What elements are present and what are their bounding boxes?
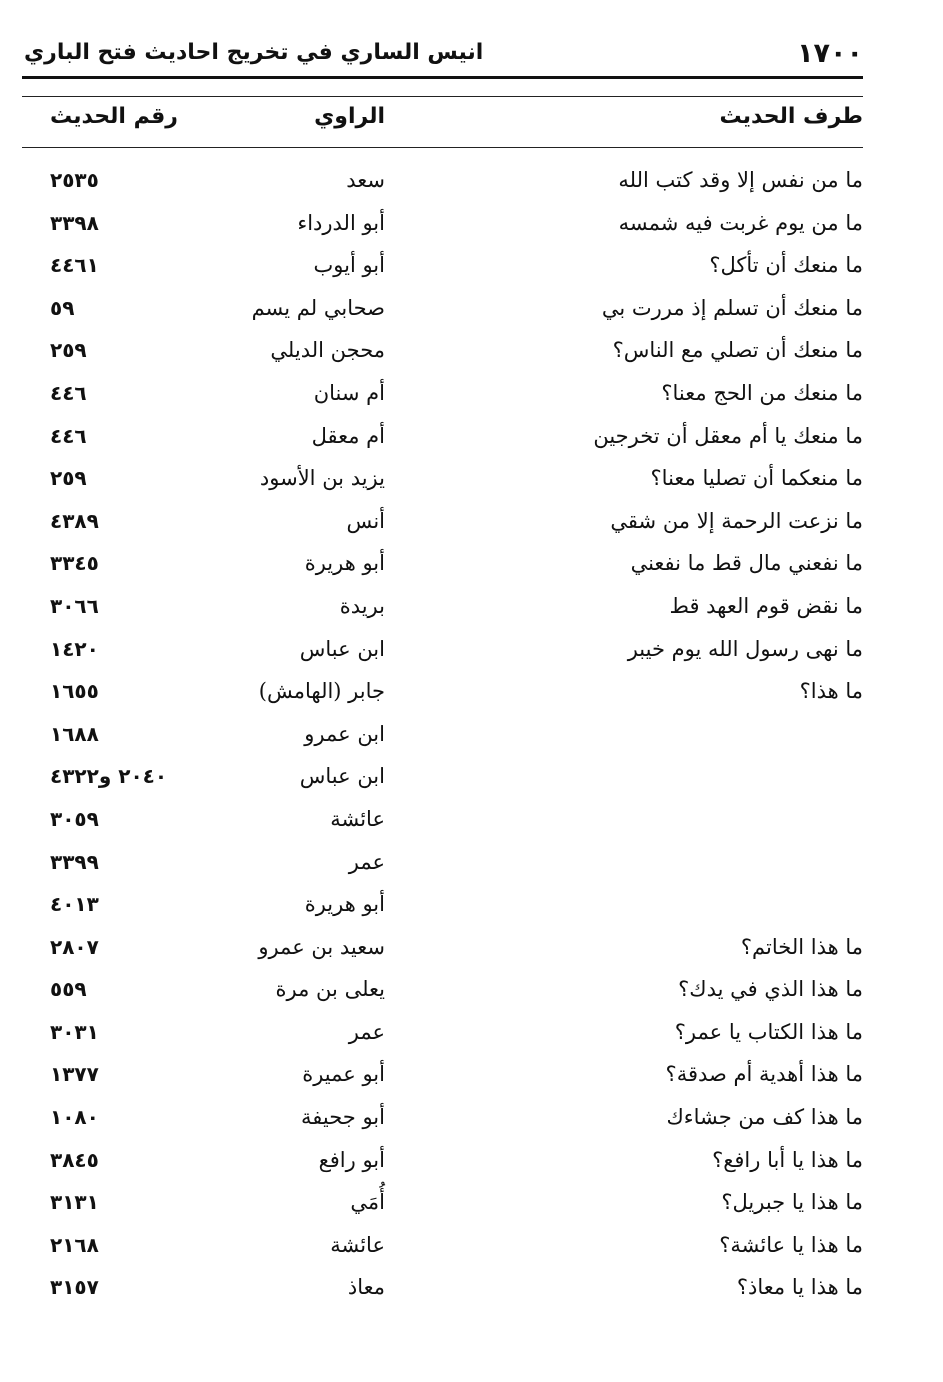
table-row <box>22 160 863 203</box>
table-row <box>22 1097 863 1140</box>
table-row <box>22 245 863 288</box>
table-header-rule <box>22 147 863 148</box>
narrator-name: عائشة <box>330 1232 385 1257</box>
table-row <box>22 288 863 331</box>
narrator-name: أبو عميرة <box>302 1062 385 1087</box>
hadith-number: ٣٨٤٥ <box>50 1147 99 1172</box>
hadith-text: ما منعك أن تصلي مع الناس؟ <box>612 338 863 363</box>
hadith-text: ما نفعني مال قط ما نفعني <box>630 551 863 576</box>
hadith-text: ما من يوم غربت فيه شمسه <box>618 210 863 235</box>
hadith-text: ما منعك أن تسلم إذ مررت بي <box>601 295 863 320</box>
hadith-number: ٥٥٩ <box>50 977 87 1002</box>
hadith-number: ٤٤٦١ <box>50 253 99 278</box>
hadith-number: ٢٨٠٧ <box>50 934 99 959</box>
hadith-text: ما هذا يا أبا رافع؟ <box>712 1147 863 1172</box>
hadith-number: ١٦٨٨ <box>50 721 99 746</box>
hadith-number: ٣٣٤٥ <box>50 551 99 576</box>
hadith-number: ٢٥٩ <box>50 338 87 363</box>
narrator-name: ابن عباس <box>299 764 385 789</box>
hadith-text: ما هذا كف من جشاءك <box>666 1105 863 1130</box>
hadith-text: ما هذا يا عائشة؟ <box>719 1232 863 1257</box>
hadith-number: ٣٠٦٦ <box>50 593 99 618</box>
hadith-number: ٤٤٦ <box>50 380 87 405</box>
hadith-number: ١٣٧٧ <box>50 1062 99 1087</box>
narrator-name: جابر (الهامش) <box>258 679 385 704</box>
narrator-name: أبو هريرة <box>304 892 385 917</box>
running-header <box>22 34 863 74</box>
hadith-text: ما من نفس إلا وقد كتب الله <box>618 168 863 192</box>
table-row <box>22 1140 863 1183</box>
narrator-name: أم معقل <box>311 423 385 448</box>
narrator-name: عائشة <box>330 806 385 831</box>
hadith-text: ما منعك من الحج معنا؟ <box>661 380 863 405</box>
narrator-name: محجن الديلي <box>270 338 385 363</box>
narrator-name: أبو رافع <box>318 1147 385 1172</box>
hadith-text: ما منعك أن تأكل؟ <box>709 253 863 278</box>
table-row <box>22 629 863 672</box>
hadith-text: ما نقض قوم العهد قط <box>669 593 863 618</box>
table-row <box>22 671 863 714</box>
header-rule <box>22 76 863 79</box>
hadith-text: ما هذا الخاتم؟ <box>740 934 863 959</box>
page-number: ١٧٠٠ <box>797 38 863 69</box>
hadith-text: ما هذا الذي في يدك؟ <box>678 977 863 1002</box>
hadith-number: ٢٠٤٠ و٤٣٢٢ <box>50 764 168 789</box>
column-header-narrator: الراوي <box>314 104 385 129</box>
hadith-text: ما هذا يا معاذ؟ <box>736 1275 863 1300</box>
hadith-number: ٣٠٥٩ <box>50 806 99 831</box>
table-row <box>22 543 863 586</box>
narrator-name: سعد <box>346 168 385 192</box>
hadith-number: ٤٠١٣ <box>50 892 99 917</box>
narrator-name: سعيد بن عمرو <box>258 934 385 959</box>
narrator-name: صحابي لم يسم <box>251 295 385 320</box>
narrator-name: ابن عباس <box>299 636 385 661</box>
hadith-number: ٢١٦٨ <box>50 1232 99 1257</box>
hadith-number: ٤٤٦ <box>50 423 87 448</box>
table-row <box>22 1012 863 1055</box>
narrator-name: أبو الدرداء <box>297 210 385 235</box>
table-row <box>22 586 863 629</box>
narrator-name: بريدة <box>339 593 385 618</box>
table-top-rule <box>22 96 863 97</box>
table-body <box>22 160 863 1310</box>
narrator-name: معاذ <box>347 1275 385 1300</box>
hadith-text: ما هذا الكتاب يا عمر؟ <box>674 1019 863 1044</box>
table-row <box>22 203 863 246</box>
narrator-name: أبو جحيفة <box>301 1105 385 1130</box>
hadith-number: ١٦٥٥ <box>50 679 99 704</box>
hadith-number: ٤٣٨٩ <box>50 508 99 533</box>
narrator-name: أبو هريرة <box>304 551 385 576</box>
narrator-name: أم سنان <box>313 380 385 405</box>
narrator-name: ابن عمرو <box>304 721 385 746</box>
hadith-text: ما منعكما أن تصليا معنا؟ <box>650 466 863 491</box>
table-row <box>22 1054 863 1097</box>
book-title: انيس الساري في تخريج احاديث فتح الباري <box>24 40 484 65</box>
table-row <box>22 927 863 970</box>
table-row <box>22 416 863 459</box>
hadith-text: ما هذا؟ <box>799 679 863 704</box>
hadith-number: ٥٩ <box>50 295 75 320</box>
table-row <box>22 501 863 544</box>
table-row <box>22 842 863 885</box>
table-row <box>22 1225 863 1268</box>
table-header <box>22 104 863 144</box>
table-row <box>22 330 863 373</box>
narrator-name: عمر <box>348 849 385 874</box>
narrator-name: أبو أيوب <box>313 253 385 278</box>
hadith-number: ٣٣٩٩ <box>50 849 99 874</box>
hadith-number: ٣٠٣١ <box>50 1019 99 1044</box>
hadith-text: ما نهى رسول الله يوم خيبر <box>627 636 863 661</box>
hadith-text: ما نزعت الرحمة إلا من شقي <box>610 508 863 533</box>
column-header-number: رقم الحديث <box>50 104 178 129</box>
table-row <box>22 373 863 416</box>
hadith-number: ٢٥٩ <box>50 466 87 491</box>
hadith-number: ١٤٢٠ <box>50 636 99 661</box>
table-row <box>22 799 863 842</box>
narrator-name: يزيد بن الأسود <box>259 466 385 491</box>
hadith-text: ما هذا يا جبريل؟ <box>721 1190 863 1215</box>
table-row <box>22 1267 863 1310</box>
hadith-number: ١٠٨٠ <box>50 1105 99 1130</box>
hadith-text: ما منعك يا أم معقل أن تخرجين <box>593 423 863 448</box>
narrator-name: يعلى بن مرة <box>275 977 385 1002</box>
table-row <box>22 714 863 757</box>
hadith-number: ٣١٣١ <box>50 1190 99 1215</box>
table-row <box>22 458 863 501</box>
hadith-number: ٢٥٣٥ <box>50 168 99 192</box>
column-header-hadith: طرف الحديث <box>719 104 863 129</box>
hadith-number: ٣٣٩٨ <box>50 210 99 235</box>
hadith-number: ٣١٥٧ <box>50 1275 99 1300</box>
narrator-name: أنس <box>346 508 385 533</box>
table-row <box>22 756 863 799</box>
narrator-name: عمر <box>348 1019 385 1044</box>
table-row <box>22 884 863 927</box>
narrator-name: أُمَي <box>350 1190 385 1215</box>
table-row <box>22 969 863 1012</box>
hadith-text: ما هذا أهدية أم صدقة؟ <box>665 1062 863 1087</box>
table-row <box>22 1182 863 1225</box>
